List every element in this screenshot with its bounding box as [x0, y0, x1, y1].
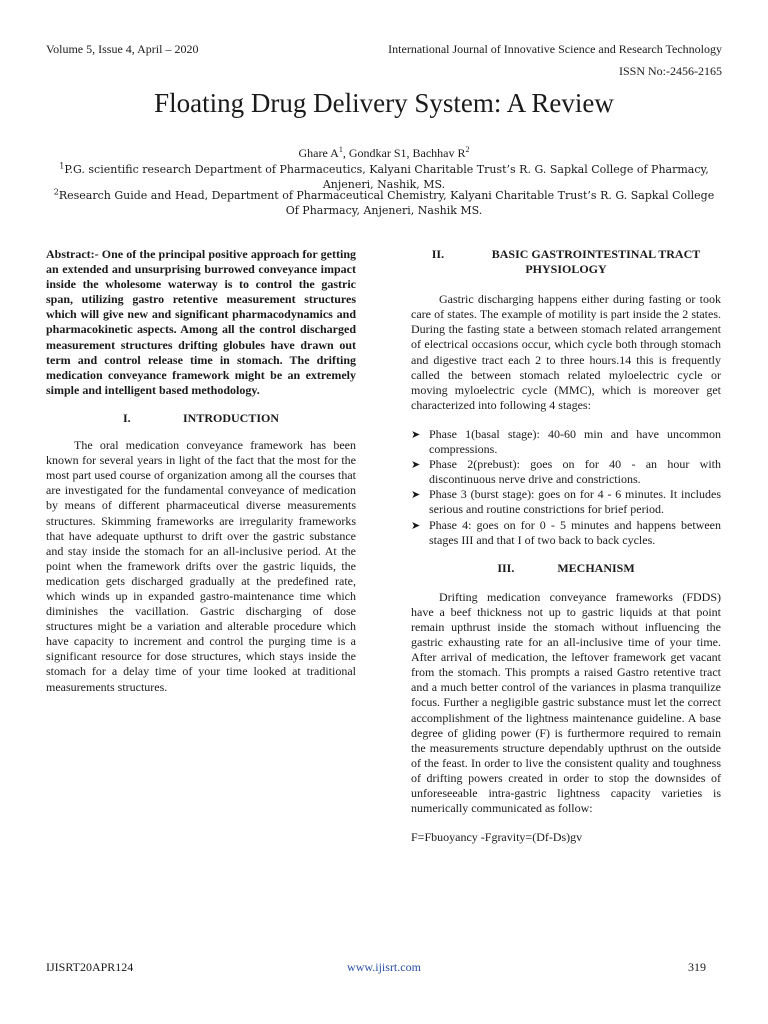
author-others: , Gondkar S1, Bachhav R	[342, 146, 466, 160]
section-2-number: II.	[431, 247, 445, 261]
author-3-sup: 2	[465, 145, 470, 154]
issn: ISSN No:-2456-2165	[618, 64, 722, 78]
arrow-bullet-icon: ➤	[411, 427, 421, 441]
section-3-number: III.	[497, 560, 515, 575]
paper-title: Floating Drug Delivery System: A Review	[154, 88, 614, 118]
affiliation-1-sup: 1	[59, 161, 65, 171]
arrow-bullet-icon: ➤	[411, 488, 421, 502]
volume-issue: Volume 5, Issue 4, April – 2020	[46, 42, 199, 56]
list-item: ➤ Phase 2(prebust): goes on for 40 - an hour with discontinuous nerve drive and constrictions.	[411, 457, 721, 487]
physiology-paragraph: Gastric discharging happens either during fasting or took care of states. The example of motility is part inside the 2 states. During the fasting state a between stomach related arrangement of electrical occasions occur, which cycle both through stomach and digestive tract each 2 to three hours.14 this is frequently called the between stomach related myloelectric cycle or moving myloelectric cycle (MMC), which is moreover get characterized into following 4 stages:	[411, 292, 721, 412]
list-item: ➤ Phase 4: goes on for 0 - 5 minutes and happens between stages III and that I of two back to back cycles.	[411, 517, 721, 547]
article-code: IJISRT20APR124	[46, 960, 134, 974]
author-1-sup: 1	[338, 145, 343, 154]
section-2-heading	[411, 247, 721, 277]
introduction-paragraph: The oral medication conveyance framework has been known for several years in light of the fact that the most for the most part used course of organization among all the courses that are investigated for the fundamental conveyance of medication by means of different pharmaceutical diverse measurements structures. Skimming frameworks are irregularity frameworks that have adequate upthurst to drift over the gastric substance and stay inside the stomach for an all-inclusive period. At the point when the framework drifts over the gastric liquids, the medication gets discharged gradually at the predefined rate, which winds up in expanded gastro-maintenance time which diminishes the vacillation. Gastric discharging of dose structures might be a variation and alterable procedure which have capacity to increment and control the purging time is a significant resource for dose structures, which stays inside the stomach for a delay time of your time looked at traditional measurements structures.	[46, 438, 356, 694]
journal-name: International Journal of Innovative Science and Research Technology	[388, 42, 722, 56]
list-item: ➤ Phase 1(basal stage): 40-60 min and have uncommon compressions.	[411, 426, 721, 457]
list-item: ➤ Phase 3 (burst stage): goes on for 4 - 6 minutes. It includes serious and routine constrictions for brief period.	[411, 487, 721, 517]
section-1-heading	[46, 411, 356, 426]
right-column	[411, 247, 721, 845]
section-1-number: I.	[122, 410, 131, 425]
left-column	[46, 247, 356, 695]
section-3-heading	[411, 561, 721, 576]
affiliation-2-text: Research Guide and Head, Department of Pharmaceutical Chemistry, Kalyani Charitable Trust’s R. G. Sapkal College Of Pharmacy, Anjeneri, Nashik MS.	[58, 189, 715, 217]
affiliation-2-sup: 2	[53, 187, 59, 197]
author-list	[46, 146, 722, 161]
buoyancy-formula: F=Fbuoyancy -Fgravity=(Df-Ds)gv	[411, 830, 583, 845]
section-1-title: INTRODUCTION	[182, 410, 279, 425]
affiliation-2	[46, 188, 722, 218]
section-3-title: MECHANISM	[557, 560, 635, 575]
abstract: Abstract:- One of the principal positive approach for getting an extended and unsurprising burrowed conveyance impact inside the wholesome waterway is to control the gastric span, utilizing gastro retentive measurement structures which will give new and significant pharmacodynamics and pharmacokinetic aspects. Among all the control discharged measurement structures drifting globules have drawn out term and control release time in stomach. The drifting medication conveyance framework might be an extremely simple and intelligent based methodology.	[46, 247, 356, 397]
section-2-title: BASIC GASTROINTESTINAL TRACT PHYSIOLOGY	[491, 247, 701, 277]
author-1: Ghare A	[298, 146, 339, 160]
journal-website-link[interactable]: www.ijisrt.com	[347, 960, 421, 974]
mechanism-paragraph: Drifting medication conveyance frameworks (FDDS) have a beef thickness not up to gastric liquids at that point remain upthrust inside the stomach without influencing the gastric exhausting rate for an all-inclusive time of your time. After arrival of medication, the leftover framework get vacant from the stomach. This prompts a raised Gastro retentive tract and a much better control of the variances in plasma tranquilize focus. Further a negligible gastric substance must let the correct accomplishment of the lightness maintenance guideline. A base degree of gliding power (F) is furthermore required to remain the measurements structure dependably upthrust on the outside of the feast. In order to live the consistent quality and toughness of drifting powers created in order to stop the downsides of unforeseeable intra-gastric lightness capacity varieties is numerically communicated as follow:	[411, 589, 721, 816]
phase-list	[411, 427, 721, 548]
page-number: 319	[688, 960, 706, 974]
arrow-bullet-icon: ➤	[411, 518, 421, 532]
affiliation-1-text: P.G. scientific research Department of Pharmaceutics, Kalyani Charitable Trust’s R. G. Sapkal College of Pharmacy, Anjeneri, Nashik, MS.	[64, 163, 709, 191]
arrow-bullet-icon: ➤	[411, 458, 421, 472]
